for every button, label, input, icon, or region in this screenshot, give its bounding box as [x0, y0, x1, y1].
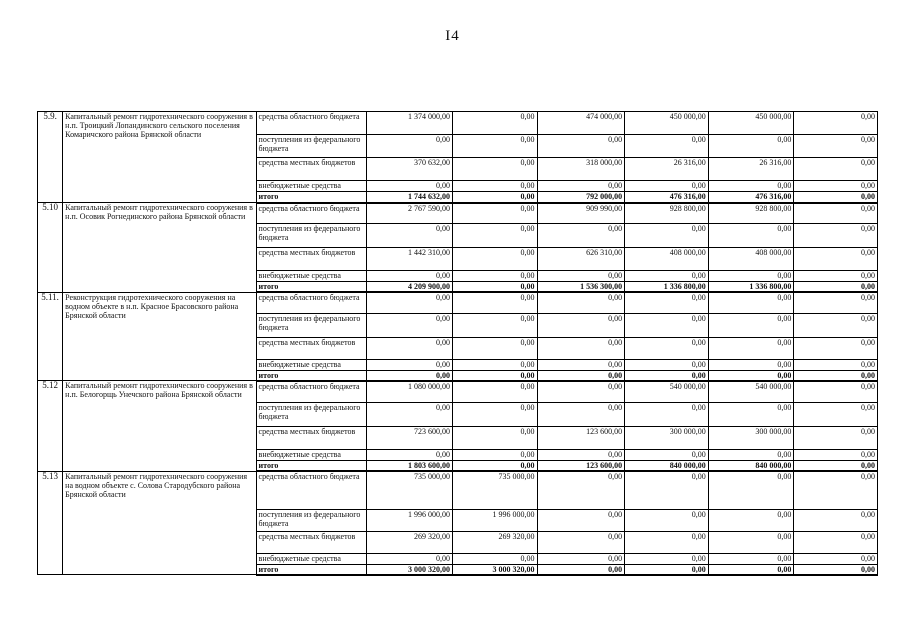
amount-cell: 0,00: [537, 271, 625, 282]
amount-cell: 0,00: [537, 403, 625, 427]
amount-cell: 0,00: [625, 337, 709, 359]
amount-cell: 0,00: [625, 471, 709, 509]
funding-source: итого: [256, 461, 367, 472]
table-row: [38, 112, 878, 135]
amount-cell: 0,00: [794, 292, 878, 313]
funding-source: внебюджетные средства: [256, 181, 367, 192]
amount-cell: 370 632,00: [367, 158, 453, 181]
table-row: [38, 292, 878, 313]
amount-cell: 0,00: [367, 271, 453, 282]
project-title: Капитальный ремонт гидротехнического сооружения в н.п. Белогорщь Унечского района Брянской области: [63, 381, 256, 472]
amount-cell: 0,00: [625, 313, 709, 337]
amount-cell: 0,00: [452, 158, 537, 181]
amount-cell: 0,00: [452, 337, 537, 359]
amount-cell: 735 000,00: [452, 471, 537, 509]
amount-cell: 269 320,00: [452, 531, 537, 553]
amount-cell: 735 000,00: [367, 471, 453, 509]
amount-cell: 1 744 632,00: [367, 192, 453, 203]
amount-cell: 0,00: [708, 292, 794, 313]
amount-cell: 0,00: [794, 461, 878, 472]
amount-cell: 0,00: [537, 509, 625, 531]
amount-cell: 0,00: [794, 359, 878, 370]
funding-source: средства местных бюджетов: [256, 531, 367, 553]
amount-cell: 0,00: [625, 370, 709, 381]
funding-source: внебюджетные средства: [256, 553, 367, 564]
amount-cell: 0,00: [794, 224, 878, 248]
amount-cell: 0,00: [625, 135, 709, 158]
amount-cell: 0,00: [794, 271, 878, 282]
amount-cell: 0,00: [794, 181, 878, 192]
amount-cell: 0,00: [708, 509, 794, 531]
amount-cell: 792 000,00: [537, 192, 625, 203]
item-number: 5.13: [38, 471, 63, 575]
amount-cell: 1 336 800,00: [708, 282, 794, 293]
amount-cell: 909 990,00: [537, 203, 625, 224]
amount-cell: 0,00: [794, 370, 878, 381]
amount-cell: 0,00: [708, 359, 794, 370]
amount-cell: 0,00: [625, 292, 709, 313]
amount-cell: 626 310,00: [537, 248, 625, 271]
funding-source: средства местных бюджетов: [256, 248, 367, 271]
table-body: [38, 112, 878, 575]
amount-cell: 0,00: [708, 224, 794, 248]
page-number: I4: [445, 28, 460, 44]
amount-cell: 3 000 320,00: [367, 564, 453, 575]
amount-cell: 300 000,00: [708, 427, 794, 450]
amount-cell: 0,00: [537, 564, 625, 575]
amount-cell: 0,00: [452, 112, 537, 135]
amount-cell: 0,00: [794, 135, 878, 158]
amount-cell: 0,00: [452, 181, 537, 192]
project-title: Капитальный ремонт гидротехнического сооружения на водном объекте с. Солова Стародубского района Брянской области: [63, 471, 256, 575]
project-title: Капитальный ремонт гидротехнического сооружения в н.п. Троицкий Лопандинского сельского поселения Комаричского района Брянской области: [63, 112, 256, 203]
amount-cell: 0,00: [625, 450, 709, 461]
amount-cell: 0,00: [794, 112, 878, 135]
amount-cell: 450 000,00: [708, 112, 794, 135]
amount-cell: 0,00: [708, 403, 794, 427]
funding-source: итого: [256, 192, 367, 203]
amount-cell: 0,00: [367, 553, 453, 564]
funding-source: внебюджетные средства: [256, 450, 367, 461]
amount-cell: 0,00: [452, 203, 537, 224]
funding-source: итого: [256, 370, 367, 381]
funding-source: средства областного бюджета: [256, 381, 367, 403]
amount-cell: 123 600,00: [537, 461, 625, 472]
amount-cell: 0,00: [367, 292, 453, 313]
amount-cell: 0,00: [708, 531, 794, 553]
funding-source: средства местных бюджетов: [256, 427, 367, 450]
amount-cell: 928 800,00: [625, 203, 709, 224]
amount-cell: 26 316,00: [625, 158, 709, 181]
amount-cell: 0,00: [537, 450, 625, 461]
amount-cell: 476 316,00: [708, 192, 794, 203]
amount-cell: 0,00: [794, 158, 878, 181]
funding-source: итого: [256, 282, 367, 293]
amount-cell: 0,00: [537, 292, 625, 313]
amount-cell: 0,00: [367, 181, 453, 192]
amount-cell: 0,00: [537, 359, 625, 370]
amount-cell: 0,00: [794, 337, 878, 359]
amount-cell: 0,00: [708, 313, 794, 337]
amount-cell: 0,00: [708, 337, 794, 359]
project-title: Капитальный ремонт гидротехнического сооружения в н.п. Осовик Рогнединского района Брянской области: [63, 203, 256, 293]
amount-cell: 408 000,00: [708, 248, 794, 271]
amount-cell: 0,00: [625, 271, 709, 282]
amount-cell: 0,00: [794, 553, 878, 564]
amount-cell: 0,00: [452, 359, 537, 370]
amount-cell: 1 996 000,00: [452, 509, 537, 531]
amount-cell: 0,00: [708, 271, 794, 282]
amount-cell: 408 000,00: [625, 248, 709, 271]
amount-cell: 0,00: [708, 553, 794, 564]
amount-cell: 840 000,00: [708, 461, 794, 472]
amount-cell: 0,00: [625, 531, 709, 553]
amount-cell: 0,00: [367, 135, 453, 158]
amount-cell: 0,00: [537, 381, 625, 403]
amount-cell: 1 080 000,00: [367, 381, 453, 403]
amount-cell: 0,00: [452, 381, 537, 403]
amount-cell: 0,00: [537, 224, 625, 248]
amount-cell: 1 442 310,00: [367, 248, 453, 271]
project-title: Реконструкция гидротехнического сооружения на водном объекте в н.п. Красное Брасовского района Брянской области: [63, 292, 256, 381]
amount-cell: 0,00: [537, 531, 625, 553]
funding-source: поступления из федерального бюджета: [256, 224, 367, 248]
item-number: 5.10: [38, 203, 63, 293]
amount-cell: 0,00: [794, 564, 878, 575]
item-number: 5.12: [38, 381, 63, 472]
funding-source: внебюджетные средства: [256, 271, 367, 282]
amount-cell: 1 374 000,00: [367, 112, 453, 135]
amount-cell: 269 320,00: [367, 531, 453, 553]
amount-cell: 0,00: [625, 181, 709, 192]
amount-cell: 1 536 300,00: [537, 282, 625, 293]
amount-cell: 476 316,00: [625, 192, 709, 203]
amount-cell: 1 803 600,00: [367, 461, 453, 472]
funding-source: средства областного бюджета: [256, 292, 367, 313]
amount-cell: 1 996 000,00: [367, 509, 453, 531]
amount-cell: 0,00: [452, 224, 537, 248]
table-row: [38, 471, 878, 509]
funding-source: средства местных бюджетов: [256, 158, 367, 181]
amount-cell: 123 600,00: [537, 427, 625, 450]
funding-source: итого: [256, 564, 367, 575]
amount-cell: 318 000,00: [537, 158, 625, 181]
amount-cell: 0,00: [452, 135, 537, 158]
table-row: [38, 381, 878, 403]
amount-cell: 300 000,00: [625, 427, 709, 450]
amount-cell: 0,00: [625, 224, 709, 248]
amount-cell: 540 000,00: [625, 381, 709, 403]
amount-cell: 0,00: [537, 135, 625, 158]
amount-cell: 474 000,00: [537, 112, 625, 135]
amount-cell: 0,00: [794, 313, 878, 337]
amount-cell: 0,00: [794, 531, 878, 553]
amount-cell: 3 000 320,00: [452, 564, 537, 575]
amount-cell: 0,00: [794, 203, 878, 224]
amount-cell: 0,00: [708, 181, 794, 192]
amount-cell: 0,00: [452, 427, 537, 450]
item-number: 5.11.: [38, 292, 63, 381]
amount-cell: 0,00: [794, 471, 878, 509]
funding-source: средства областного бюджета: [256, 203, 367, 224]
amount-cell: 0,00: [452, 313, 537, 337]
amount-cell: 0,00: [625, 403, 709, 427]
amount-cell: 0,00: [367, 359, 453, 370]
amount-cell: 0,00: [794, 509, 878, 531]
amount-cell: 0,00: [452, 271, 537, 282]
amount-cell: 0,00: [537, 370, 625, 381]
amount-cell: 0,00: [367, 450, 453, 461]
amount-cell: 840 000,00: [625, 461, 709, 472]
amount-cell: 0,00: [452, 403, 537, 427]
budget-table: [37, 111, 878, 576]
amount-cell: 0,00: [794, 282, 878, 293]
funding-source: поступления из федерального бюджета: [256, 509, 367, 531]
amount-cell: 0,00: [452, 450, 537, 461]
funding-source: средства областного бюджета: [256, 112, 367, 135]
amount-cell: 0,00: [794, 248, 878, 271]
amount-cell: 0,00: [537, 181, 625, 192]
amount-cell: 0,00: [452, 282, 537, 293]
amount-cell: 1 336 800,00: [625, 282, 709, 293]
amount-cell: 0,00: [452, 292, 537, 313]
amount-cell: 0,00: [708, 135, 794, 158]
amount-cell: 26 316,00: [708, 158, 794, 181]
amount-cell: 0,00: [708, 450, 794, 461]
amount-cell: 0,00: [794, 403, 878, 427]
amount-cell: 0,00: [708, 370, 794, 381]
amount-cell: 0,00: [794, 450, 878, 461]
amount-cell: 0,00: [367, 403, 453, 427]
amount-cell: 0,00: [625, 359, 709, 370]
amount-cell: 0,00: [452, 192, 537, 203]
amount-cell: 0,00: [367, 313, 453, 337]
amount-cell: 0,00: [708, 471, 794, 509]
amount-cell: 0,00: [625, 564, 709, 575]
amount-cell: 0,00: [537, 471, 625, 509]
amount-cell: 0,00: [367, 370, 453, 381]
amount-cell: 4 209 900,00: [367, 282, 453, 293]
amount-cell: 450 000,00: [625, 112, 709, 135]
funding-source: поступления из федерального бюджета: [256, 135, 367, 158]
funding-source: поступления из федерального бюджета: [256, 313, 367, 337]
amount-cell: 0,00: [452, 370, 537, 381]
funding-source: средства областного бюджета: [256, 471, 367, 509]
amount-cell: 0,00: [537, 337, 625, 359]
amount-cell: 0,00: [452, 248, 537, 271]
funding-source: средства местных бюджетов: [256, 337, 367, 359]
amount-cell: 2 767 590,00: [367, 203, 453, 224]
amount-cell: 0,00: [708, 564, 794, 575]
funding-source: поступления из федерального бюджета: [256, 403, 367, 427]
amount-cell: 540 000,00: [708, 381, 794, 403]
amount-cell: 0,00: [452, 553, 537, 564]
amount-cell: 928 800,00: [708, 203, 794, 224]
funding-source: внебюджетные средства: [256, 359, 367, 370]
amount-cell: 0,00: [794, 427, 878, 450]
amount-cell: 0,00: [794, 381, 878, 403]
table-row: [38, 203, 878, 224]
amount-cell: 0,00: [367, 337, 453, 359]
amount-cell: 0,00: [367, 224, 453, 248]
amount-cell: 0,00: [625, 553, 709, 564]
amount-cell: 0,00: [794, 192, 878, 203]
amount-cell: 0,00: [625, 509, 709, 531]
amount-cell: 0,00: [537, 313, 625, 337]
amount-cell: 0,00: [537, 553, 625, 564]
amount-cell: 0,00: [452, 461, 537, 472]
amount-cell: 723 600,00: [367, 427, 453, 450]
item-number: 5.9.: [38, 112, 63, 203]
